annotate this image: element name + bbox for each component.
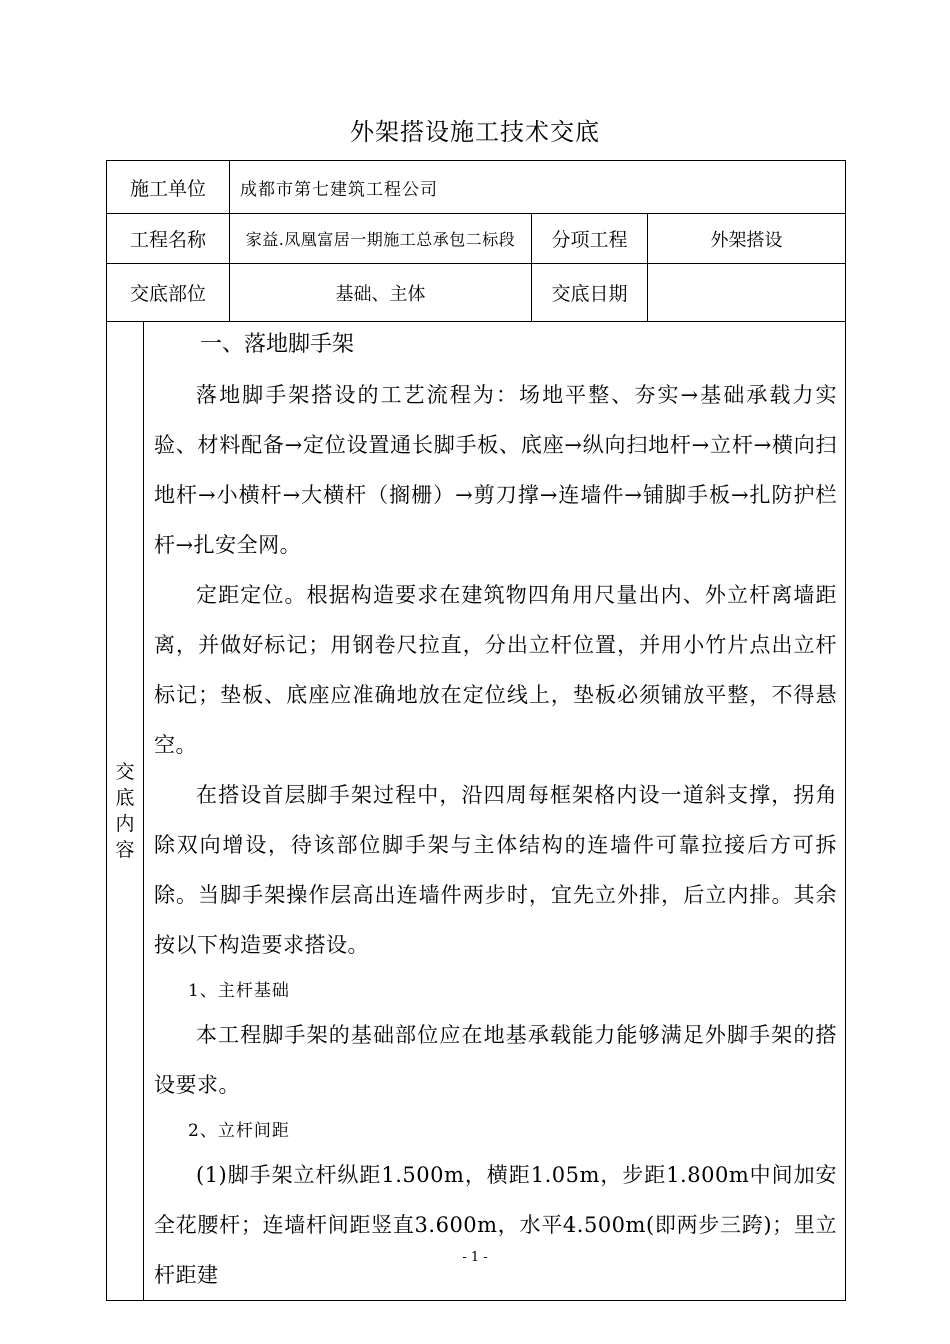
paragraph-first-layer: 在搭设首层脚手架过程中，沿四周每框架格内设一道斜支撑，拐角除双向增设，待该部位脚手架与主体结构的连墙件可靠拉接后方可拆除。当脚手架操作层高出连墙件两步时，宜先立外排，后立内排。其余按以下构造要求搭设。 — [154, 783, 838, 957]
subheading-foundation: 1、主杆基础 — [188, 981, 290, 1001]
disclosure-location-value: 基础、主体 — [230, 264, 532, 322]
construction-unit-label: 施工单位 — [107, 161, 230, 214]
subheading-pole-spacing: 2、立杆间距 — [188, 1121, 290, 1141]
project-name-label: 工程名称 — [107, 214, 230, 264]
disclosure-date-label: 交底日期 — [532, 264, 648, 322]
page-number: - 1 - — [462, 1250, 488, 1265]
paragraph-positioning: 定距定位。根据构造要求在建筑物四角用尺量出内、外立杆离墙距离，并做好标记；用钢卷尺拉直，分出立杆位置，并用小竹片点出立杆标记；垫板、底座应准确地放在定位线上，垫板必须铺放平整，不得悬空。 — [154, 583, 838, 757]
disclosure-form-table — [106, 160, 846, 1301]
disclosure-content-body — [144, 322, 846, 1301]
section-heading: 一、落地脚手架 — [200, 332, 355, 357]
sub-project-label: 分项工程 — [532, 214, 648, 264]
content-label-char: 底 — [115, 787, 135, 809]
disclosure-content-label — [107, 322, 144, 1301]
content-label-char: 内 — [115, 813, 135, 835]
document-title: 外架搭设施工技术交底 — [350, 118, 600, 146]
content-label-char: 容 — [115, 839, 135, 861]
sub-project-value: 外架搭设 — [648, 214, 846, 264]
row-construction-unit — [107, 161, 846, 214]
row-disclosure-location — [107, 264, 846, 322]
construction-unit-value: 成都市第七建筑工程公司 — [230, 161, 846, 214]
row-project-name — [107, 214, 846, 264]
paragraph-process-flow: 落地脚手架搭设的工艺流程为：场地平整、夯实→基础承载力实验、材料配备→定位设置通长脚手板、底座→纵向扫地杆→立杆→横向扫地杆→小横杆→大横杆（搁栅）→剪刀撑→连墙件→铺脚手板→扎防护栏杆→扎安全网。 — [154, 383, 838, 557]
project-name-value: 家益.凤凰富居一期施工总承包二标段 — [230, 214, 532, 264]
paragraph-foundation: 本工程脚手架的基础部位应在地基承载能力能够满足外脚手架的搭设要求。 — [154, 1023, 838, 1097]
paragraph-pole-spacing: (1)脚手架立杆纵距1.500m，横距1.05m，步距1.800m中间加安全花腰杆；连墙杆间距竖直3.600m，水平4.500m(即两步三跨)；里立杆距建 — [154, 1163, 838, 1287]
row-disclosure-content — [107, 322, 846, 1301]
content-label-char: 交 — [115, 761, 135, 783]
disclosure-location-label: 交底部位 — [107, 264, 230, 322]
disclosure-date-value — [648, 264, 846, 322]
